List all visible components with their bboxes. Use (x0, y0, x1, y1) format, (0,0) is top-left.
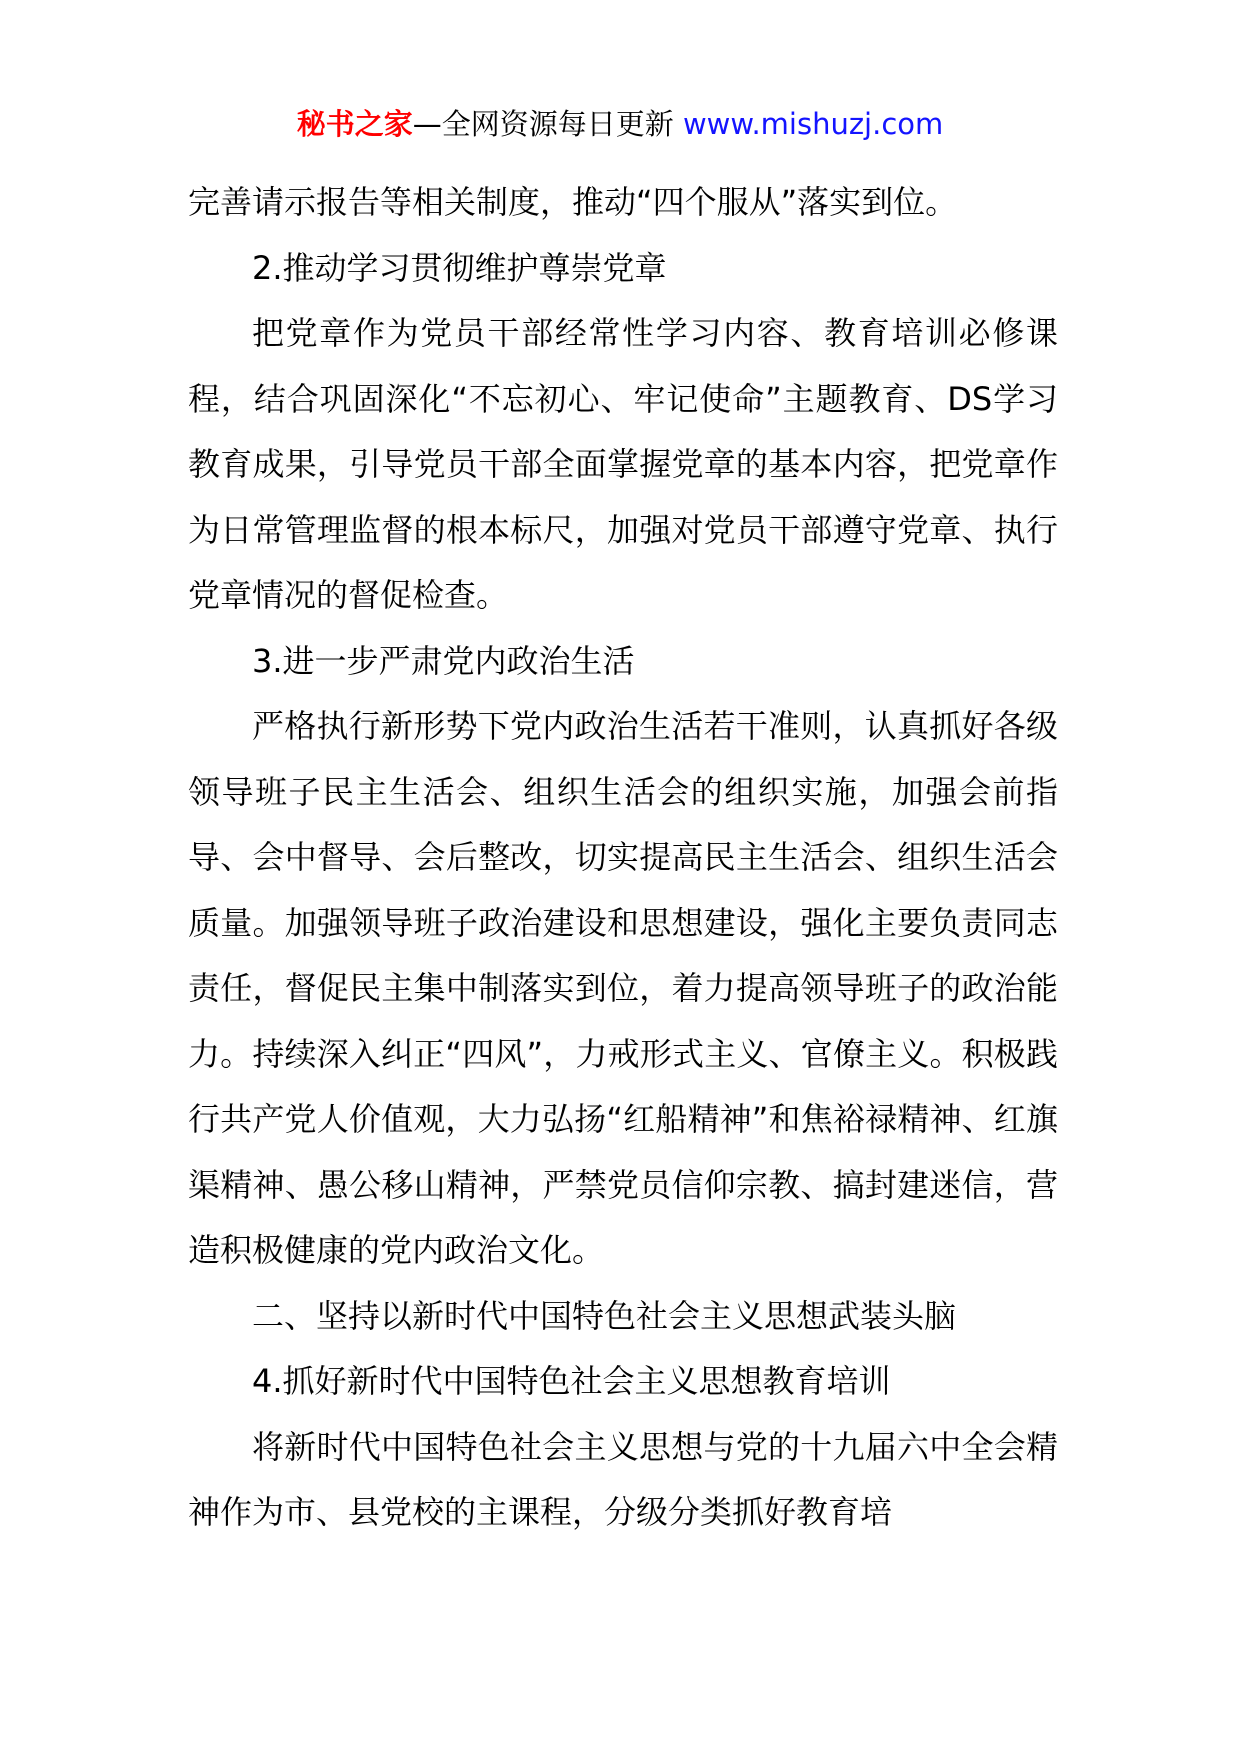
page-header (0, 104, 1240, 144)
chapter-heading-2: 二、坚持以新时代中国特色社会主义思想武装头脑 (252, 1296, 957, 1335)
paragraph-party-constitution: 把党章作为党员干部经常性学习内容、教育培训必修课程，结合巩固深化“不忘初心、牢记使命”主题教育、DS学习教育成果，引导党员干部全面掌握党章的基本内容，把党章作为日常管理监督的根本标尺，加强对党员干部遵守党章、执行党章情况的督促检查。 (188, 314, 1058, 614)
section-heading-2: 2.推动学习贯彻维护尊崇党章 (252, 248, 667, 287)
paragraph-continuation: 完善请示报告等相关制度，推动“四个服从”落实到位。 (188, 183, 958, 221)
section-heading-4: 4.抓好新时代中国特色社会主义思想教育培训 (252, 1362, 891, 1400)
header-tagline: —全网资源每日更新 (412, 107, 683, 141)
section-heading-3: 3.进一步严肃党内政治生活 (252, 641, 635, 680)
paragraph-political-life: 严格执行新形势下党内政治生活若干准则，认真抓好各级领导班子民主生活会、组织生活会的组织实施，加强会前指导、会中督导、会后整改，切实提高民主生活会、组织生活会质量。加强领导班子政治建设和思想建设，强化主要负责同志责任，督促民主集中制落实到位，着力提高领导班子的政治能力。持续深入纠正“四风”，力戒形式主义、官僚主义。积极践行共产党人价值观，大力弘扬“红船精神”和焦裕禄精神、红旗渠精神、愚公移山精神，严禁党员信仰宗教、搞封建迷信，营造积极健康的党内政治文化。 (188, 707, 1058, 1269)
website-link[interactable]: www.mishuzj.com (682, 107, 944, 141)
paragraph-education-training: 将新时代中国特色社会主义思想与党的十九届六中全会精神作为市、县党校的主课程，分级分类抓好教育培 (188, 1427, 1058, 1531)
document-body (188, 170, 1058, 1546)
brand-name: 秘书之家 (296, 107, 413, 141)
